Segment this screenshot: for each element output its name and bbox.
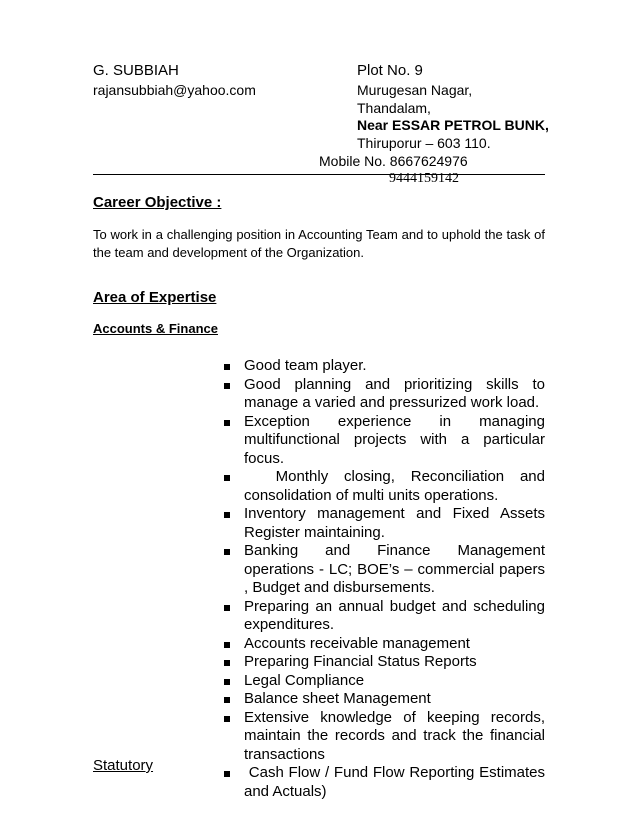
list-item-text: Cash Flow / Fund Flow Reporting Estimates and Actuals)	[244, 764, 545, 800]
bullet-square-icon	[224, 716, 230, 722]
address-line-5: Thiruporur – 603 110.	[357, 135, 491, 151]
bullet-square-icon	[224, 383, 230, 389]
list-item-text: Legal Compliance	[244, 671, 365, 689]
list-item-text: Preparing an annual budget and scheduling expenditures.	[244, 597, 545, 633]
header-divider	[93, 174, 545, 175]
bullet-square-icon	[224, 642, 230, 648]
list-item	[222, 709, 545, 765]
expertise-list	[222, 357, 545, 801]
applicant-email: rajansubbiah@yahoo.com	[93, 82, 256, 98]
list-item-text: Banking and Finance Management operations - LC; BOE’s – commercial papers , Budget and disbursements.	[244, 542, 545, 596]
career-objective-heading: Career Objective :	[93, 194, 222, 211]
list-item-text: Good planning and prioritizing skills to manage a varied and pressurized work load.	[244, 375, 545, 411]
address-line-4: Near ESSAR PETROL BUNK,	[357, 117, 549, 133]
bullet-square-icon	[224, 771, 230, 777]
list-item	[222, 690, 545, 709]
list-item-text: Accounts receivable management	[244, 634, 470, 652]
list-item	[222, 672, 545, 691]
list-item	[222, 653, 545, 672]
bullet-square-icon	[224, 364, 230, 370]
bullet-square-icon	[224, 549, 230, 555]
list-item-text: Preparing Financial Status Reports	[244, 653, 477, 670]
list-item	[222, 598, 545, 635]
list-item	[222, 376, 545, 413]
accounts-finance-heading: Accounts & Finance	[93, 321, 218, 336]
address-line-1: Plot No. 9	[357, 62, 423, 79]
bullet-square-icon	[224, 697, 230, 703]
bullet-square-icon	[224, 660, 230, 666]
list-item	[222, 505, 545, 542]
mobile-number-alt: 9444159142	[389, 171, 459, 186]
list-item-text: Extensive knowledge of keeping records, maintain the records and track the financial transactions	[244, 708, 545, 763]
bullet-square-icon	[224, 605, 230, 611]
bullet-square-icon	[224, 512, 230, 518]
list-item	[222, 635, 545, 654]
list-item-text: Monthly closing, Reconciliation and consolidation of multi units operations.	[244, 468, 545, 504]
career-objective-text: To work in a challenging position in Accounting Team and to uphold the task of the team and development of the Organization.	[93, 227, 545, 260]
address-line-2: Murugesan Nagar,	[357, 82, 473, 98]
address-line-3: Thandalam,	[357, 100, 431, 116]
list-item-text: Balance sheet Management	[244, 690, 431, 707]
bullet-square-icon	[224, 420, 230, 426]
list-item	[222, 764, 545, 801]
list-item	[222, 357, 545, 376]
list-item	[222, 413, 545, 469]
area-of-expertise-heading: Area of Expertise	[93, 289, 217, 306]
list-item	[222, 468, 545, 505]
statutory-heading: Statutory	[93, 757, 154, 774]
mobile-number: Mobile No. 8667624976	[319, 153, 468, 169]
list-item-text: Inventory management and Fixed Assets Register maintaining.	[244, 505, 545, 541]
list-item-text: Good team player.	[244, 357, 367, 374]
bullet-square-icon	[224, 679, 230, 685]
applicant-name: G. SUBBIAH	[93, 62, 179, 79]
list-item-text: Exception experience in managing multifunctional projects with a particular focus.	[244, 412, 545, 467]
list-item	[222, 542, 545, 598]
bullet-square-icon	[224, 475, 230, 481]
